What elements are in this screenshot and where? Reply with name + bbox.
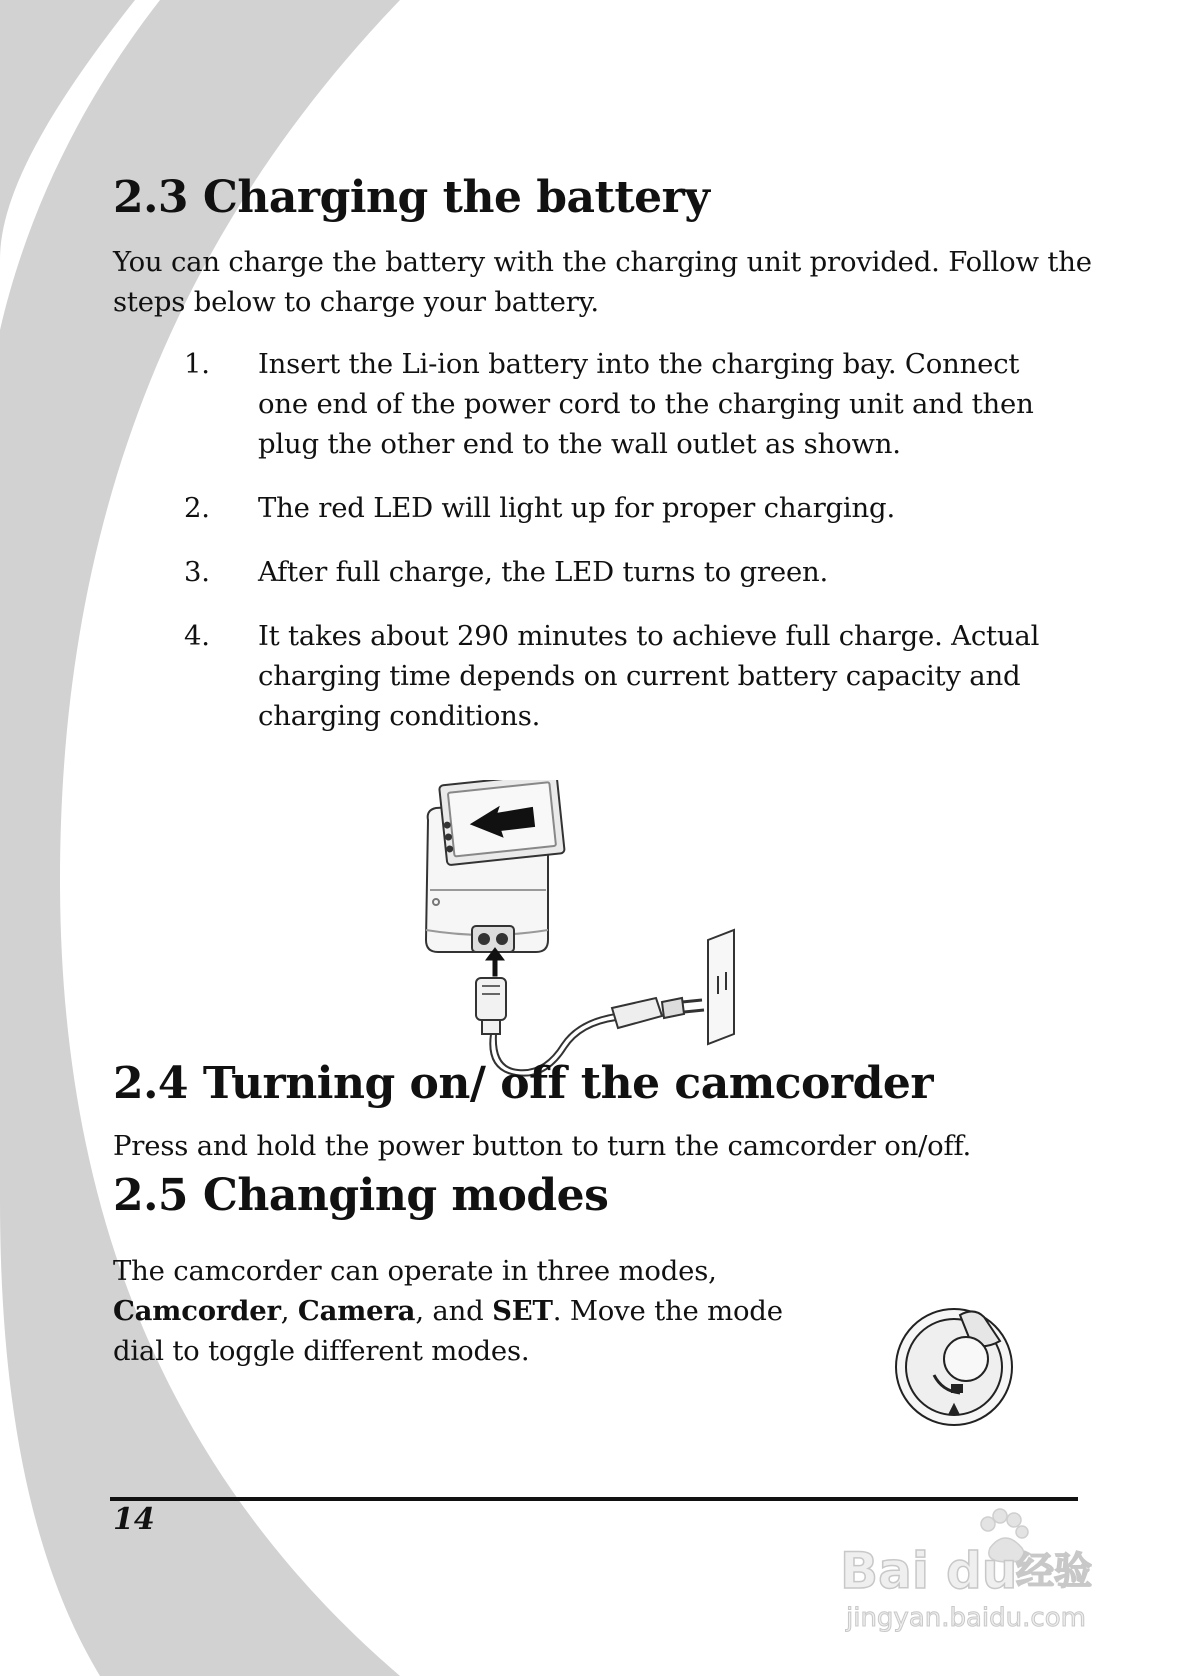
svg-text:du: du <box>946 1542 1018 1600</box>
modes-text-start: The camcorder can operate in three modes, <box>113 1255 717 1287</box>
section-heading-power: 2.4 Turning on/ off the camcorder <box>113 1058 934 1109</box>
list-item <box>184 552 1084 592</box>
mode-camcorder: Camcorder <box>113 1295 281 1327</box>
step-number: 2. <box>184 492 210 524</box>
svg-text:jingyan.baidu.com: jingyan.baidu.com <box>846 1603 1086 1633</box>
list-item <box>184 344 1084 464</box>
svg-text:Bai: Bai <box>840 1542 929 1600</box>
modes-sep-2: , and <box>415 1295 493 1327</box>
step-text: After full charge, the LED turns to green. <box>258 556 829 588</box>
section-heading-modes: 2.5 Changing modes <box>113 1170 609 1221</box>
step-text: It takes about 290 minutes to achieve full charge. Actual charging time depends on current battery capacity and charging conditions. <box>258 620 1040 732</box>
charger-illustration <box>416 780 776 1085</box>
svg-text:经验: 经验 <box>1016 1549 1093 1593</box>
mode-dial-illustration <box>890 1305 1026 1433</box>
page-number: 14 <box>113 1502 155 1537</box>
charging-intro: You can charge the battery with the charging unit provided. Follow the steps below to charge your battery. <box>113 246 1092 318</box>
list-item <box>184 488 1084 528</box>
mode-set: SET <box>492 1295 553 1327</box>
baidu-watermark-logo <box>840 1500 1140 1640</box>
step-number: 1. <box>184 348 210 380</box>
modes-text-end: . Move the mode dial to toggle different modes. <box>113 1295 783 1367</box>
list-item <box>184 616 1084 736</box>
modes-body <box>113 1251 833 1371</box>
step-number: 3. <box>184 556 210 588</box>
power-body: Press and hold the power button to turn the camcorder on/off. <box>113 1130 972 1162</box>
section-heading-charging: 2.3 Charging the battery <box>113 172 710 223</box>
mode-camera: Camera <box>297 1295 416 1327</box>
modes-sep-1: , <box>280 1295 298 1327</box>
step-number: 4. <box>184 620 210 652</box>
step-text: Insert the Li-ion battery into the charging bay. Connect one end of the power cord to the charging unit and then plug the other end to the wall outlet as shown. <box>258 348 1034 460</box>
charging-steps <box>184 344 1084 760</box>
step-text: The red LED will light up for proper charging. <box>258 492 895 524</box>
